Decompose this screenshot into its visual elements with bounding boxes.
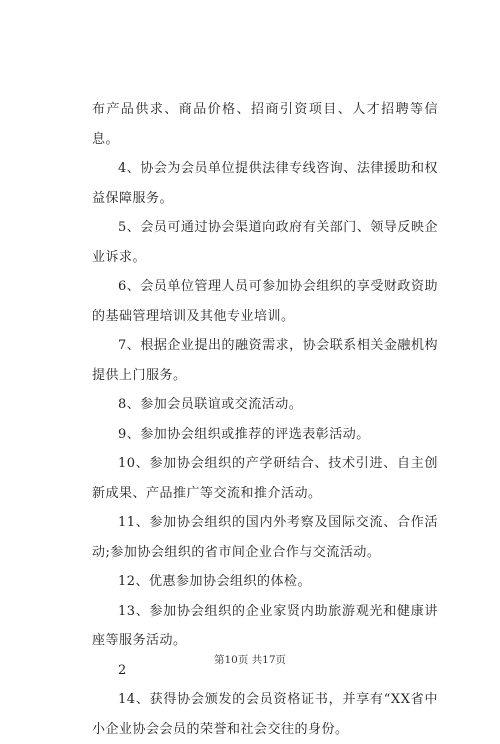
paragraph-item-12: 12、优惠参加协会组织的体检。	[118, 574, 312, 589]
paragraph-item-14: 14、获得协会颁发的会员资格证书，并享有“XX省中小企业协会会员的荣誉和社会交往的身份。	[92, 692, 438, 737]
paragraph-item-8: 8、参加会员联谊或交流活动。	[118, 397, 303, 412]
page-number-footer: 第10页 共17页	[213, 654, 287, 666]
paragraph-item-7: 7、根据企业提出的融资需求，协会联系相关金融机构提供上门服务。	[92, 338, 438, 383]
paragraph-item-10: 10、参加协会组织的产学研结合、技术引进、自主创新成果、产品推广等交流和推介活动。	[92, 456, 438, 501]
paragraph-item-4: 4、协会为会员单位提供法律专线咨询、法律援助和权益保障服务。	[92, 161, 438, 206]
paragraph-item-6: 6、会员单位管理人员可参加协会组织的享受财政资助的基础管理培训及其他专业培训。	[92, 279, 438, 324]
paragraph-item-11: 11、参加协会组织的国内外考察及国际交流、合作活动;参加协会组织的省市间企业合作与交流活动。	[92, 515, 438, 560]
paragraph-item-5: 5、会员可通过协会渠道向政府有关部门、领导反映企业诉求。	[92, 220, 438, 265]
paragraph-item-9: 9、参加协会组织或推荐的评选表彰活动。	[118, 426, 370, 442]
document-body	[92, 95, 438, 744]
paragraph-item-13: 13、参加协会组织的企业家贤内助旅游观光和健康讲座等服务活动。	[92, 603, 438, 648]
paragraph-continuation: 布产品供求、商品价格、招商引资项目、人才招聘等信息。	[92, 102, 438, 147]
paragraph-number-2: 2	[118, 662, 127, 678]
